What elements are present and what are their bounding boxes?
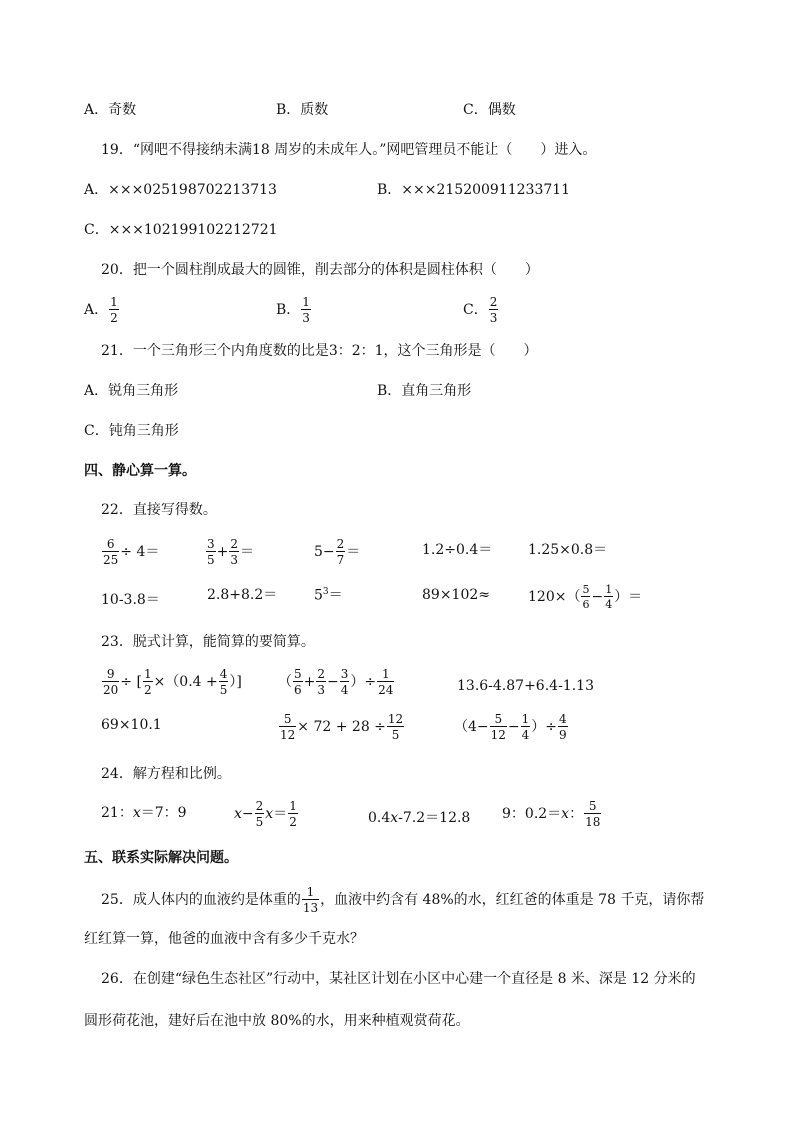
q23-expr-6: （4− $\frac{5}{12}$ − $\frac{1}{4}$ ）÷ $\frac{4}{9}$ <box>454 712 567 742</box>
q23-expr-2: （ $\frac{5}{6}$ + $\frac{2}{3}$ − $\frac{3}{4}$ ）÷ $\frac{1}{24}$ <box>278 667 394 697</box>
q22-expr-1: $\frac{6}{25}$ ÷ 4＝ <box>103 537 160 567</box>
q18-option-b: B．质数 <box>276 102 329 118</box>
q19-option-a: A．×××025198702213713 <box>84 182 277 198</box>
q24-expr-4: 9：0.2＝x： $\frac{5}{18}$ <box>502 799 601 829</box>
q22-stem: 22．直接写得数。 <box>101 502 217 518</box>
q24-expr-1: 21：x＝7：9 <box>101 805 187 821</box>
section-4-heading: 四、静心算一算。 <box>84 463 196 479</box>
q19-option-c: C．×××102199102212721 <box>84 222 278 238</box>
section-5-heading: 五、联系实际解决问题。 <box>84 850 238 866</box>
q25-line-1: 25．成人体内的血液约是体重的 $\frac{1}{13}$ ，血液中约含有 48%的水，红红爸的体重是 78 千克，请你帮 <box>101 885 705 915</box>
q22-expr-6: 10-3.8＝ <box>101 592 160 608</box>
q23-stem: 23．脱式计算，能简算的要简算。 <box>101 634 315 650</box>
q25-line-2: 红红算一算，他爸的血液中含有多少千克水？ <box>84 931 364 947</box>
q22-expr-9: 89×102≈ <box>422 587 490 603</box>
q23-expr-3: 13.6-4.87+6.4-1.13 <box>457 678 594 694</box>
q22-expr-5: 1.25×0.8＝ <box>528 542 608 558</box>
q22-expr-3: 5− $\frac{2}{7}$ ＝ <box>314 537 361 567</box>
q20-stem: 20．把一个圆柱削成最大的圆锥，削去部分的体积是圆柱体积（ ） <box>101 262 539 278</box>
q26-line-2: 圆形荷花池，建好后在池中放 80%的水，用来种植观赏荷花。 <box>84 1013 470 1029</box>
q22-expr-4: 1.2÷0.4＝ <box>422 542 493 558</box>
q20-option-c: C． $\frac{2}{3}$ <box>463 295 498 325</box>
q23-expr-4: 69×10.1 <box>101 717 162 733</box>
q20-option-a: A． $\frac{1}{2}$ <box>84 295 118 325</box>
q21-option-c: C．钝角三角形 <box>84 423 179 439</box>
q21-option-a: A．锐角三角形 <box>84 383 179 399</box>
q22-expr-2: $\frac{3}{5}$ + $\frac{2}{3}$ ＝ <box>207 537 255 567</box>
q23-expr-1: $\frac{9}{20}$ ÷ [ $\frac{1}{2}$ ×（0.4 + $\frac{4}{5}$ ）] <box>103 667 242 697</box>
q19-stem: 19．“网吧不得接纳未满18 周岁的未成年人。”网吧管理员不能让（ ）进入。 <box>101 142 597 158</box>
q20-option-b: B． $\frac{1}{3}$ <box>276 295 310 325</box>
q18-option-a: A．奇数 <box>84 102 137 118</box>
q18-option-c: C．偶数 <box>463 102 516 118</box>
q21-stem: 21．一个三角形三个内角度数的比是3：2：1，这个三角形是（ ） <box>101 343 538 359</box>
q26-line-1: 26．在创建“绿色生态社区”行动中，某社区计划在小区中心建一个直径是 8 米、深是 12 分米的 <box>101 971 696 987</box>
q19-option-b: B．×××215200911233711 <box>377 182 571 198</box>
q22-expr-7: 2.8+8.2＝ <box>207 587 278 603</box>
q22-expr-8: $5^3=$ <box>314 587 343 604</box>
q21-option-b: B．直角三角形 <box>377 383 472 399</box>
q24-expr-2: x− $\frac{2}{5}$ x＝ $\frac{1}{2}$ <box>234 799 297 829</box>
q22-expr-10: 120×（ $\frac{5}{6}$ − $\frac{1}{4}$ ）＝ <box>528 583 643 611</box>
q23-expr-5: $\frac{5}{12}$ × 72 + 28 ÷ $\frac{12}{5}$ <box>280 712 404 742</box>
q24-stem: 24．解方程和比例。 <box>101 766 231 782</box>
q24-expr-3: 0.4x-7.2＝12.8 <box>368 810 471 826</box>
